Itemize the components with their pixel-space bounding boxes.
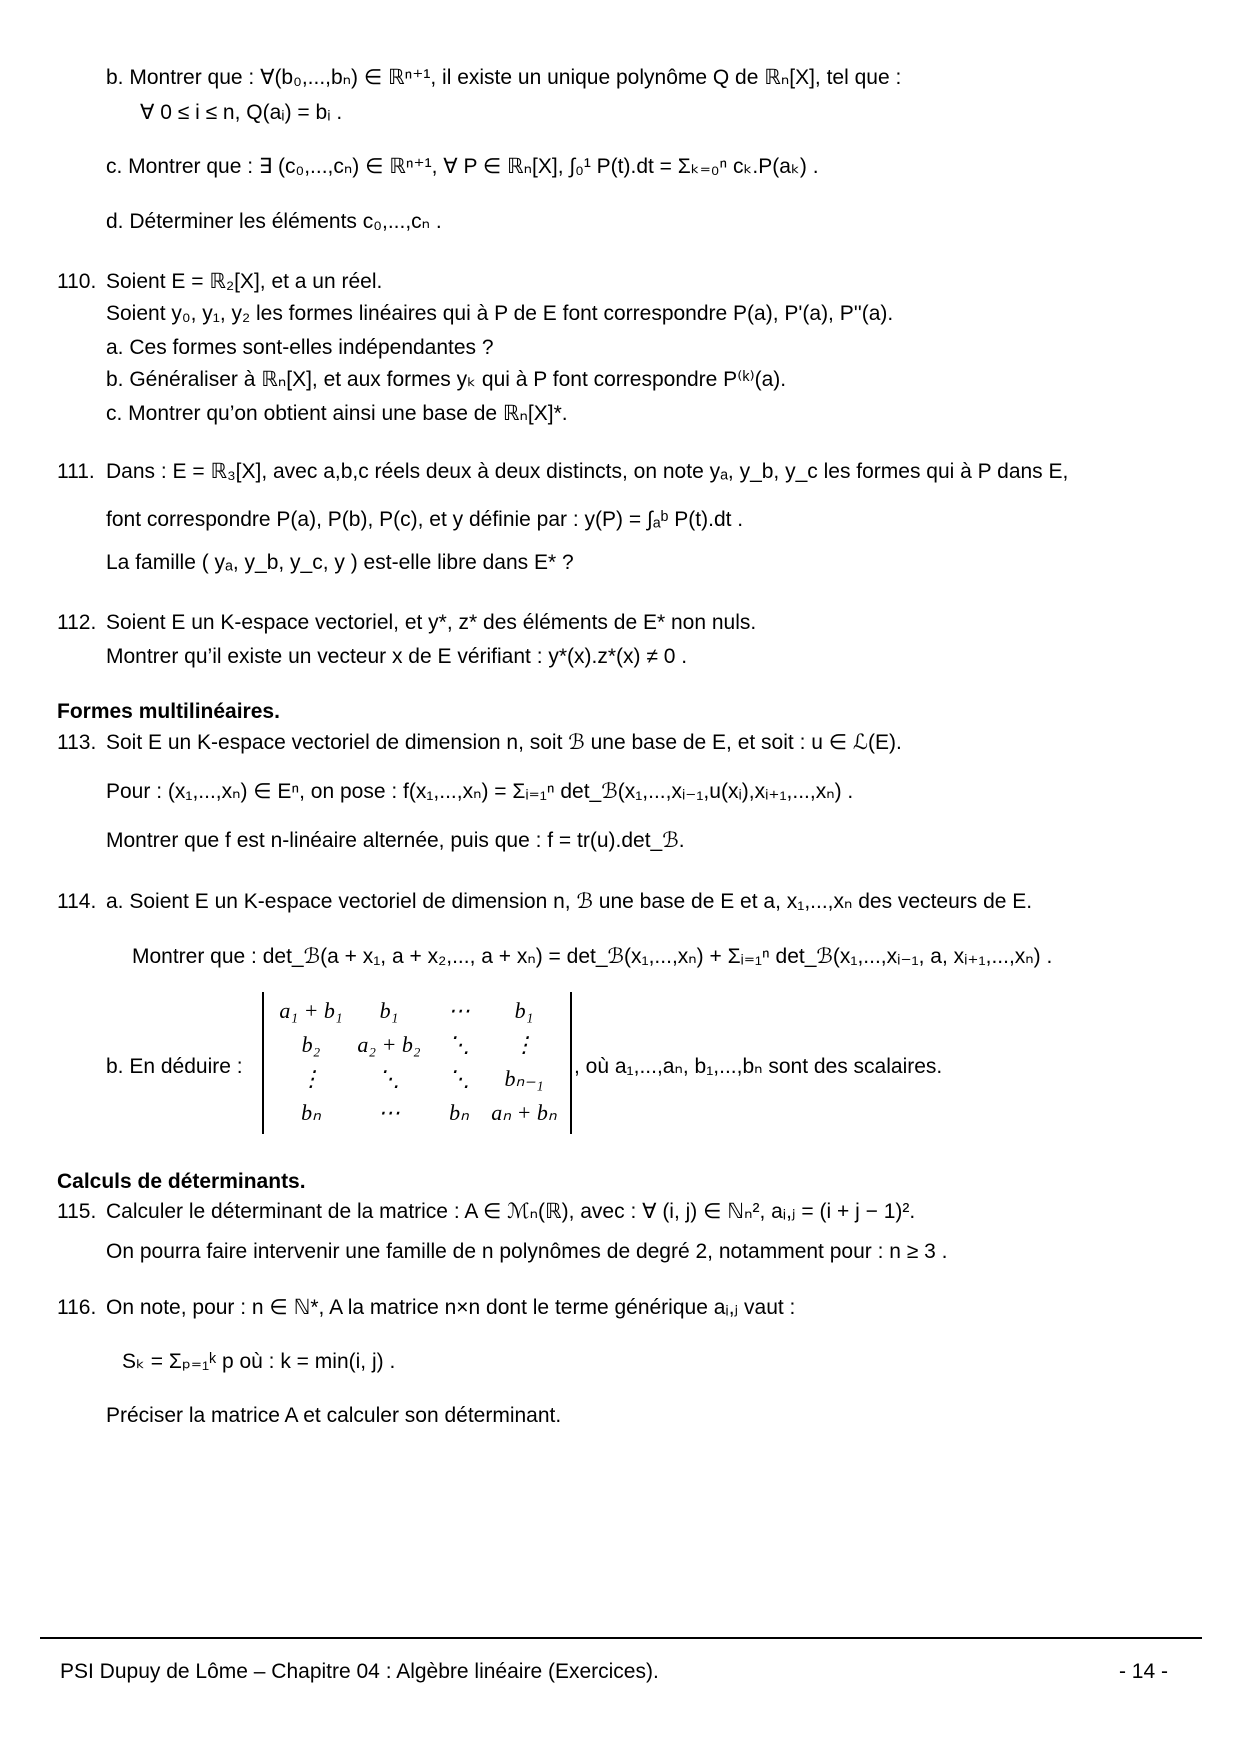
ex113-number: 113. [57,731,97,754]
ex112-line2: Montrer qu’il existe un vecteur x de E vérifiant : y*(x).z*(x) ≠ 0 . [106,645,688,668]
ex109-c-line: c. Montrer que : ∃ (c₀,...,cₙ) ∈ ℝⁿ⁺¹, ∀ P ∈ ℝₙ[X], ∫₀¹ P(t).dt = Σₖ₌₀ⁿ cₖ.P(aₖ) . [106,155,819,178]
ex115-number: 115. [57,1200,97,1223]
ex113-line2: Pour : (x₁,...,xₙ) ∈ Eⁿ, on pose : f(x₁,...,xₙ) = Σᵢ₌₁ⁿ det_ℬ(x₁,...,xᵢ₋₁,u(xᵢ),xᵢ₊₁,...,xₙ) . [106,780,854,803]
section-heading-determinants: Calculs de déterminants. [57,1170,306,1193]
ex114-number: 114. [57,890,97,913]
ex112-number: 112. [57,611,97,634]
ex115-line1: Calculer le déterminant de la matrice : A ∈ ℳₙ(ℝ), avec : ∀ (i, j) ∈ ℕₙ², aᵢ,ⱼ = (i + j − 1)². [106,1200,916,1223]
ex110-line5: c. Montrer qu’on obtient ainsi une base de ℝₙ[X]*. [106,402,568,425]
ex114-line2: Montrer que : det_ℬ(a + x₁, a + x₂,..., a + xₙ) = det_ℬ(x₁,...,xₙ) + Σᵢ₌₁ⁿ det_ℬ(x₁,...,xᵢ₋₁, a, xᵢ₊₁,...,xₙ) . [132,945,1053,968]
matrix-cell: b₂ [301,1032,321,1057]
ex116-number: 116. [57,1296,97,1319]
matrix-cell: aₙ + bₙ [491,1100,557,1125]
ex115-line2: On pourra faire intervenir une famille de n polynômes de degré 2, notamment pour : n ≥ 3 . [106,1240,948,1263]
ex109-d-line: d. Déterminer les éléments c₀,...,cₙ . [106,210,442,233]
ex110-line2: Soient y₀, y₁, y₂ les formes linéaires qui à P de E font correspondre P(a), P'(a), P''(a). [106,302,894,325]
ex111-line1: Dans : E = ℝ₃[X], avec a,b,c réels deux à deux distincts, on note yₐ, y_b, y_c les formes qui à P dans E, [106,460,1069,483]
matrix-cell: ⋮ [300,1066,322,1091]
determinant-matrix [262,992,572,1134]
ex110-line3: a. Ces formes sont-elles indépendantes ? [106,336,494,359]
matrix-cell: ⋮ [513,1032,535,1057]
page-number: - 14 - [1118,1660,1168,1683]
ex109-b-line2: ∀ 0 ≤ i ≤ n, Q(aᵢ) = bᵢ . [140,101,343,124]
ex111-number: 111. [57,460,95,483]
matrix-cell: bₙ₋₁ [504,1066,544,1091]
matrix-cell: a₁ + b₁ [279,998,343,1023]
footer-rule [40,1637,1202,1639]
matrix-cell: bₙ [449,1100,469,1125]
ex114-b-label: b. En déduire : [106,1055,243,1078]
matrix-cell: ⋱ [448,1066,470,1091]
ex113-line1: Soit E un K-espace vectoriel de dimension n, soit ℬ une base de E, et soit : u ∈ ℒ(E). [106,731,902,754]
ex116-line2: Sₖ = Σₚ₌₁ᵏ p où : k = min(i, j) . [122,1350,396,1373]
matrix-cell: ⋱ [448,1032,470,1057]
ex116-line1: On note, pour : n ∈ ℕ*, A la matrice n×n dont le terme générique aᵢ,ⱼ vaut : [106,1296,796,1319]
ex111-line3: La famille ( yₐ, y_b, y_c, y ) est-elle libre dans E* ? [106,551,574,574]
matrix-cell: bₙ [301,1100,321,1125]
matrix-cell: a₂ + b₂ [357,1032,421,1057]
ex109-b-line1: b. Montrer que : ∀(b₀,...,bₙ) ∈ ℝⁿ⁺¹, il existe un unique polynôme Q de ℝₙ[X], tel que : [106,66,902,89]
section-heading-multilinear: Formes multilinéaires. [57,700,280,723]
ex113-line3: Montrer que f est n-linéaire alternée, puis que : f = tr(u).det_ℬ. [106,829,685,852]
matrix-cell: b₁ [514,998,534,1023]
matrix-cell: ⋯ [378,1100,400,1125]
matrix-cell: ⋯ [448,998,470,1023]
ex110-line4: b. Généraliser à ℝₙ[X], et aux formes yₖ qui à P font correspondre P⁽ᵏ⁾(a). [106,368,787,391]
footer-title: PSI Dupuy de Lôme – Chapitre 04 : Algèbre linéaire (Exercices). [60,1660,659,1683]
matrix-cell: ⋱ [378,1066,400,1091]
ex110-line1: Soient E = ℝ₂[X], et a un réel. [106,270,383,293]
ex116-line3: Préciser la matrice A et calculer son déterminant. [106,1404,562,1427]
ex112-line1: Soient E un K-espace vectoriel, et y*, z* des éléments de E* non nuls. [106,611,757,634]
ex114-b-tail: , où a₁,...,aₙ, b₁,...,bₙ sont des scalaires. [574,1055,943,1078]
ex111-line2: font correspondre P(a), P(b), P(c), et y définie par : y(P) = ∫ₐᵇ P(t).dt . [106,508,744,531]
ex110-number: 110. [57,270,97,293]
ex114-line1: a. Soient E un K-espace vectoriel de dimension n, ℬ une base de E et a, x₁,...,xₙ des vecteurs de E. [106,890,1033,913]
matrix-cell: b₁ [379,998,399,1023]
